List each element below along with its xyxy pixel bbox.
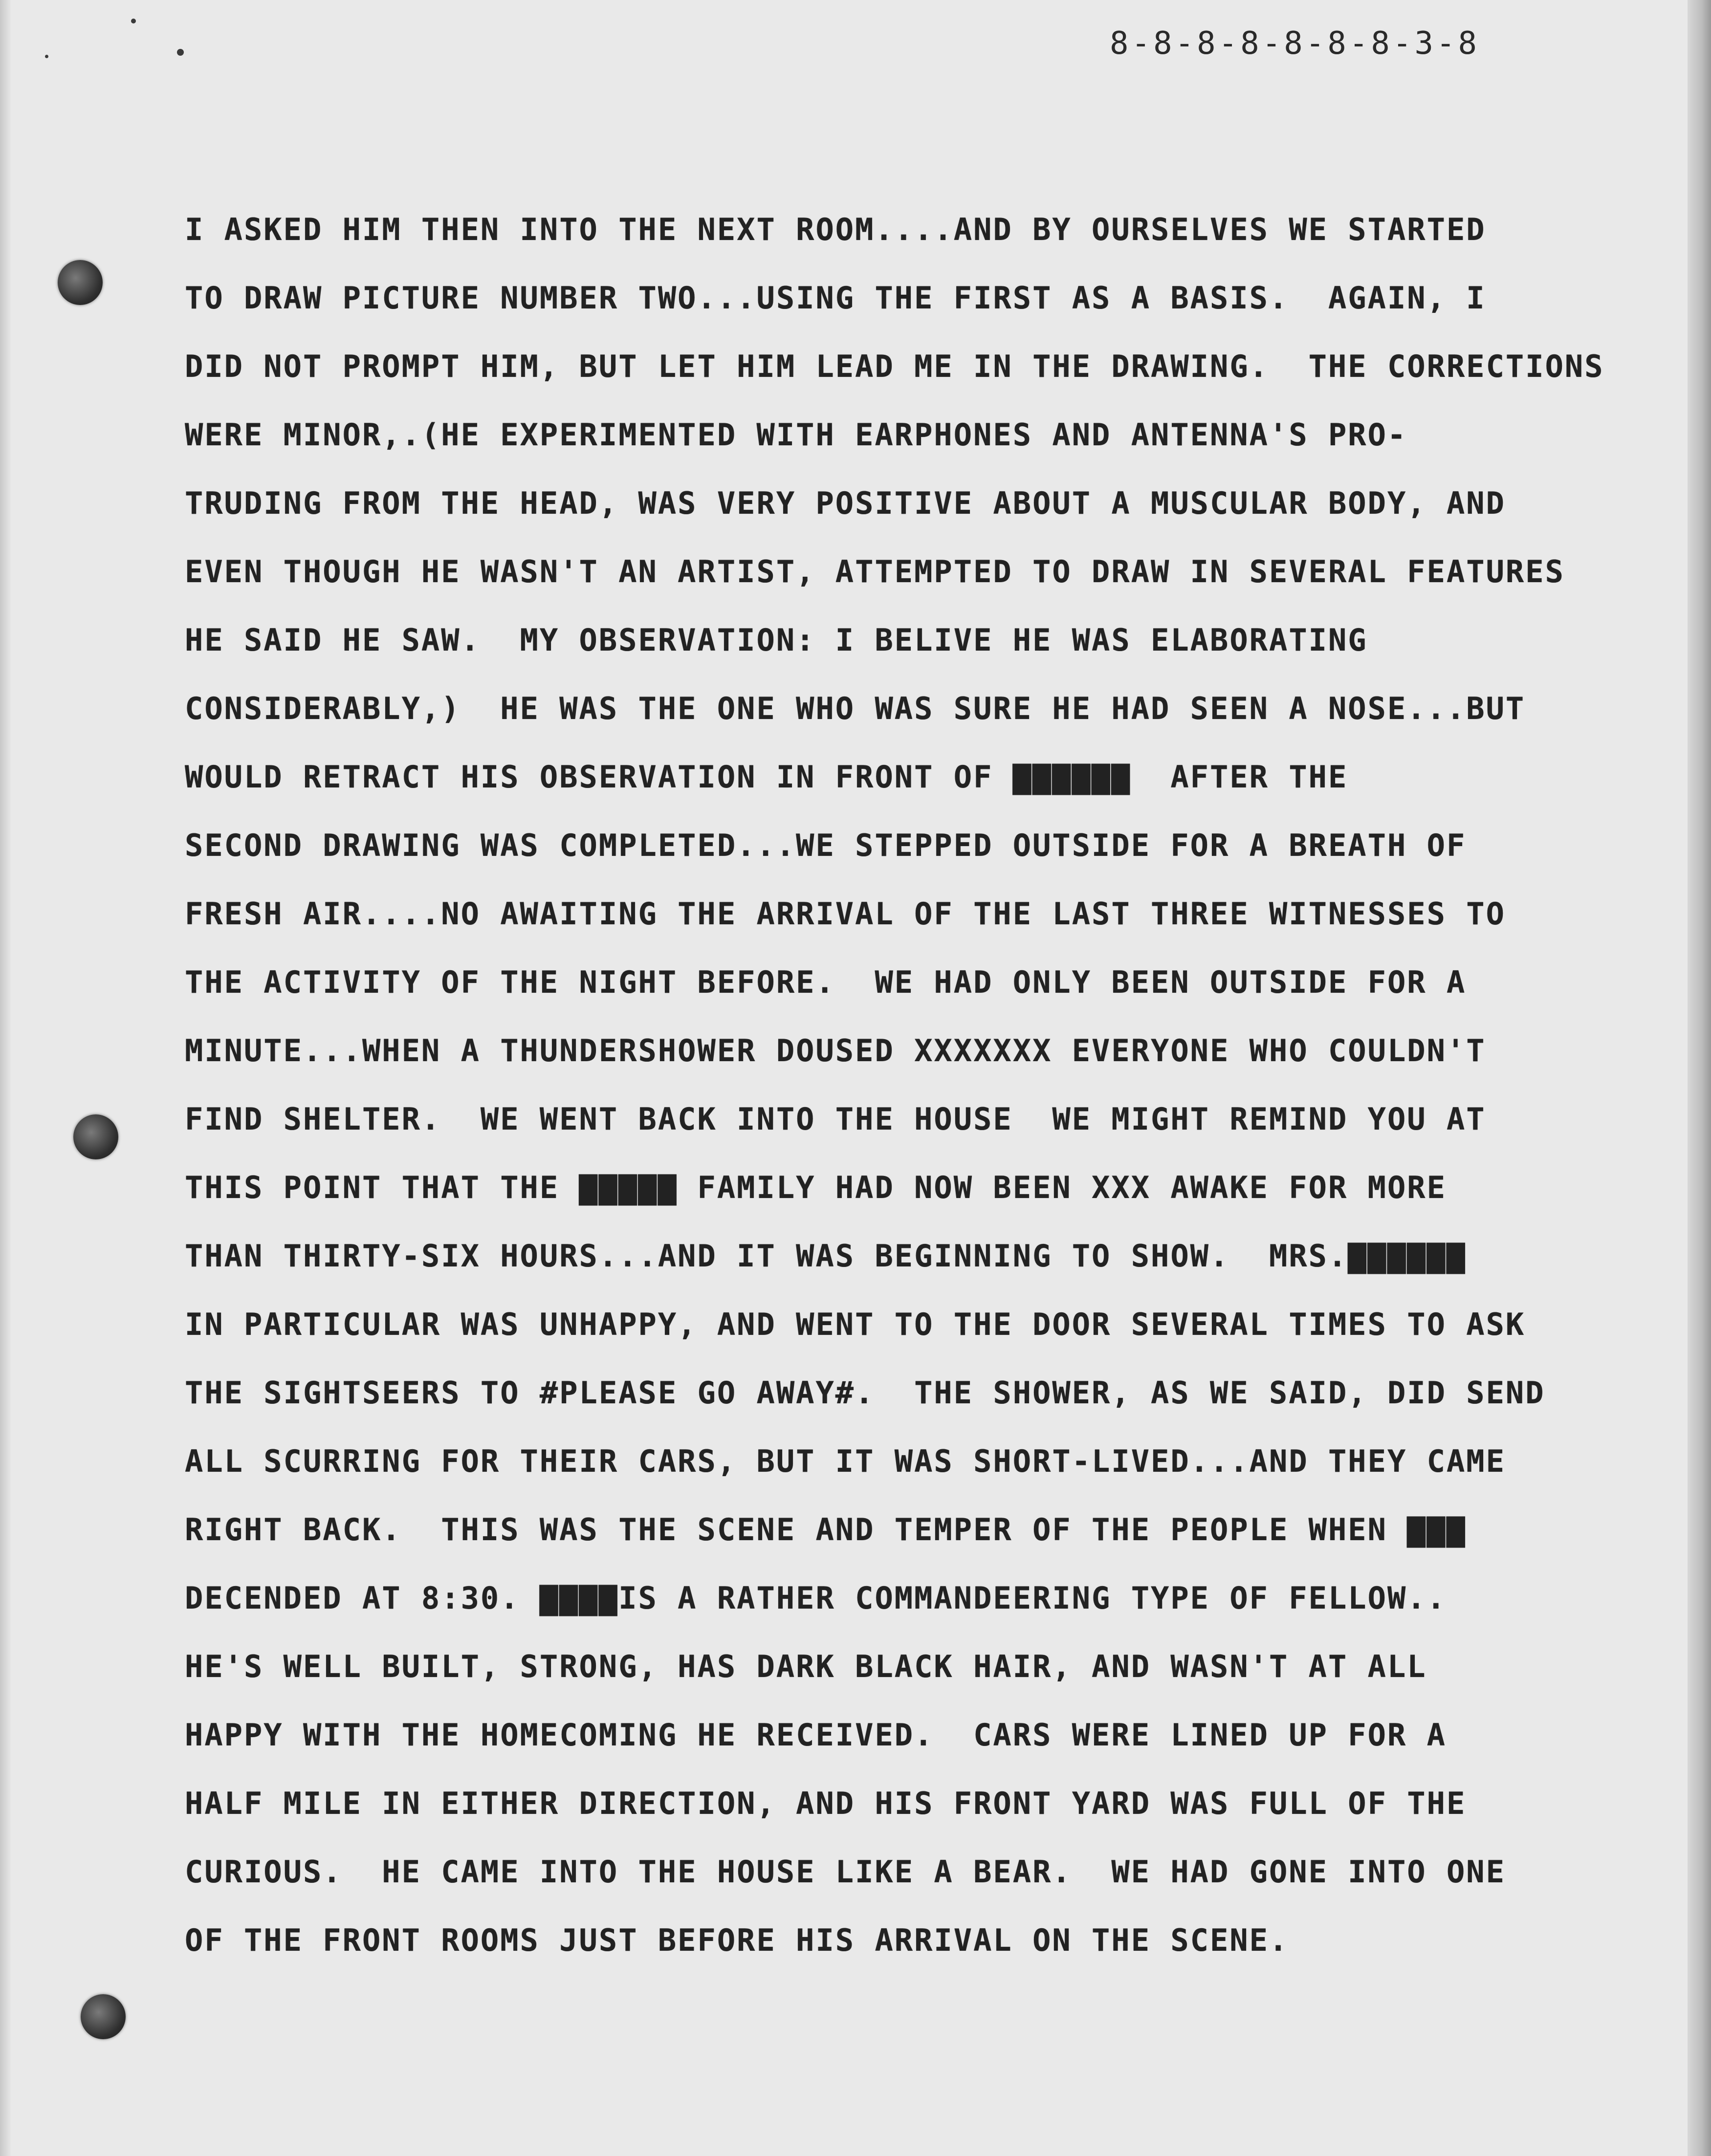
text-line: MINUTE...WHEN A THUNDERSHOWER DOUSED XXXXXXX EVERYONE WHO COULDN'T (185, 1033, 1486, 1068)
punch-hole-icon (81, 1994, 126, 2039)
text-line: IN PARTICULAR WAS UNHAPPY, AND WENT TO THE DOOR SEVERAL TIMES TO ASK (185, 1307, 1526, 1342)
text-line: DECENDED AT 8:30. ▇▇▇▇IS A RATHER COMMANDEERING TYPE OF FELLOW.. (185, 1580, 1447, 1616)
scan-speck (45, 55, 48, 58)
text-line: OF THE FRONT ROOMS JUST BEFORE HIS ARRIVAL ON THE SCENE. (185, 1922, 1289, 1958)
text-line: HALF MILE IN EITHER DIRECTION, AND HIS FRONT YARD WAS FULL OF THE (185, 1786, 1467, 1821)
text-line: EVEN THOUGH HE WASN'T AN ARTIST, ATTEMPTED TO DRAW IN SEVERAL FEATURES (185, 554, 1565, 589)
punch-hole-icon (58, 260, 103, 305)
scan-speck (131, 19, 136, 23)
text-line: FIND SHELTER. WE WENT BACK INTO THE HOUSE WE MIGHT REMIND YOU AT (185, 1101, 1486, 1137)
text-line: RIGHT BACK. THIS WAS THE SCENE AND TEMPER OF THE PEOPLE WHEN ▇▇▇ (185, 1512, 1467, 1547)
text-line: FRESH AIR....NO AWAITING THE ARRIVAL OF THE LAST THREE WITNESSES TO (185, 896, 1506, 932)
text-line: ALL SCURRING FOR THEIR CARS, BUT IT WAS SHORT-LIVED...AND THEY CAME (185, 1443, 1506, 1479)
text-line: DID NOT PROMPT HIM, BUT LET HIM LEAD ME IN THE DRAWING. THE CORRECTIONS (185, 348, 1604, 384)
text-line: CONSIDERABLY,) HE WAS THE ONE WHO WAS SURE HE HAD SEEN A NOSE...BUT (185, 691, 1526, 726)
text-line: HAPPY WITH THE HOMECOMING HE RECEIVED. CARS WERE LINED UP FOR A (185, 1717, 1447, 1753)
punch-hole-icon (73, 1114, 118, 1159)
text-line: I ASKED HIM THEN INTO THE NEXT ROOM....AND BY OURSELVES WE STARTED (185, 212, 1486, 247)
text-line: HE SAID HE SAW. MY OBSERVATION: I BELIVE HE WAS ELABORATING (185, 622, 1368, 658)
text-line: THE ACTIVITY OF THE NIGHT BEFORE. WE HAD ONLY BEEN OUTSIDE FOR A (185, 964, 1467, 1000)
page-code: 8-8-8-8-8-8-8-3-8 (1110, 25, 1480, 62)
text-line: THAN THIRTY-SIX HOURS...AND IT WAS BEGINNING TO SHOW. MRS.▇▇▇▇▇▇ (185, 1238, 1467, 1274)
text-line: THE SIGHTSEERS TO #PLEASE GO AWAY#. THE SHOWER, AS WE SAID, DID SEND (185, 1375, 1545, 1411)
text-line: TRUDING FROM THE HEAD, WAS VERY POSITIVE ABOUT A MUSCULAR BODY, AND (185, 485, 1506, 521)
text-line: WOULD RETRACT HIS OBSERVATION IN FRONT OF ▇▇▇▇▇▇ AFTER THE (185, 759, 1348, 795)
text-line: HE'S WELL BUILT, STRONG, HAS DARK BLACK HAIR, AND WASN'T AT ALL (185, 1649, 1427, 1684)
scan-speck (177, 49, 184, 56)
text-line: THIS POINT THAT THE ▇▇▇▇▇ FAMILY HAD NOW BEEN XXX AWAKE FOR MORE (185, 1170, 1447, 1205)
typed-body-text (185, 196, 1690, 1975)
text-line: TO DRAW PICTURE NUMBER TWO...USING THE FIRST AS A BASIS. AGAIN, I (185, 280, 1486, 316)
text-line: CURIOUS. HE CAME INTO THE HOUSE LIKE A BEAR. WE HAD GONE INTO ONE (185, 1854, 1506, 1890)
text-line: SECOND DRAWING WAS COMPLETED...WE STEPPED OUTSIDE FOR A BREATH OF (185, 828, 1467, 863)
text-line: WERE MINOR,.(HE EXPERIMENTED WITH EARPHONES AND ANTENNA'S PRO- (185, 417, 1407, 453)
